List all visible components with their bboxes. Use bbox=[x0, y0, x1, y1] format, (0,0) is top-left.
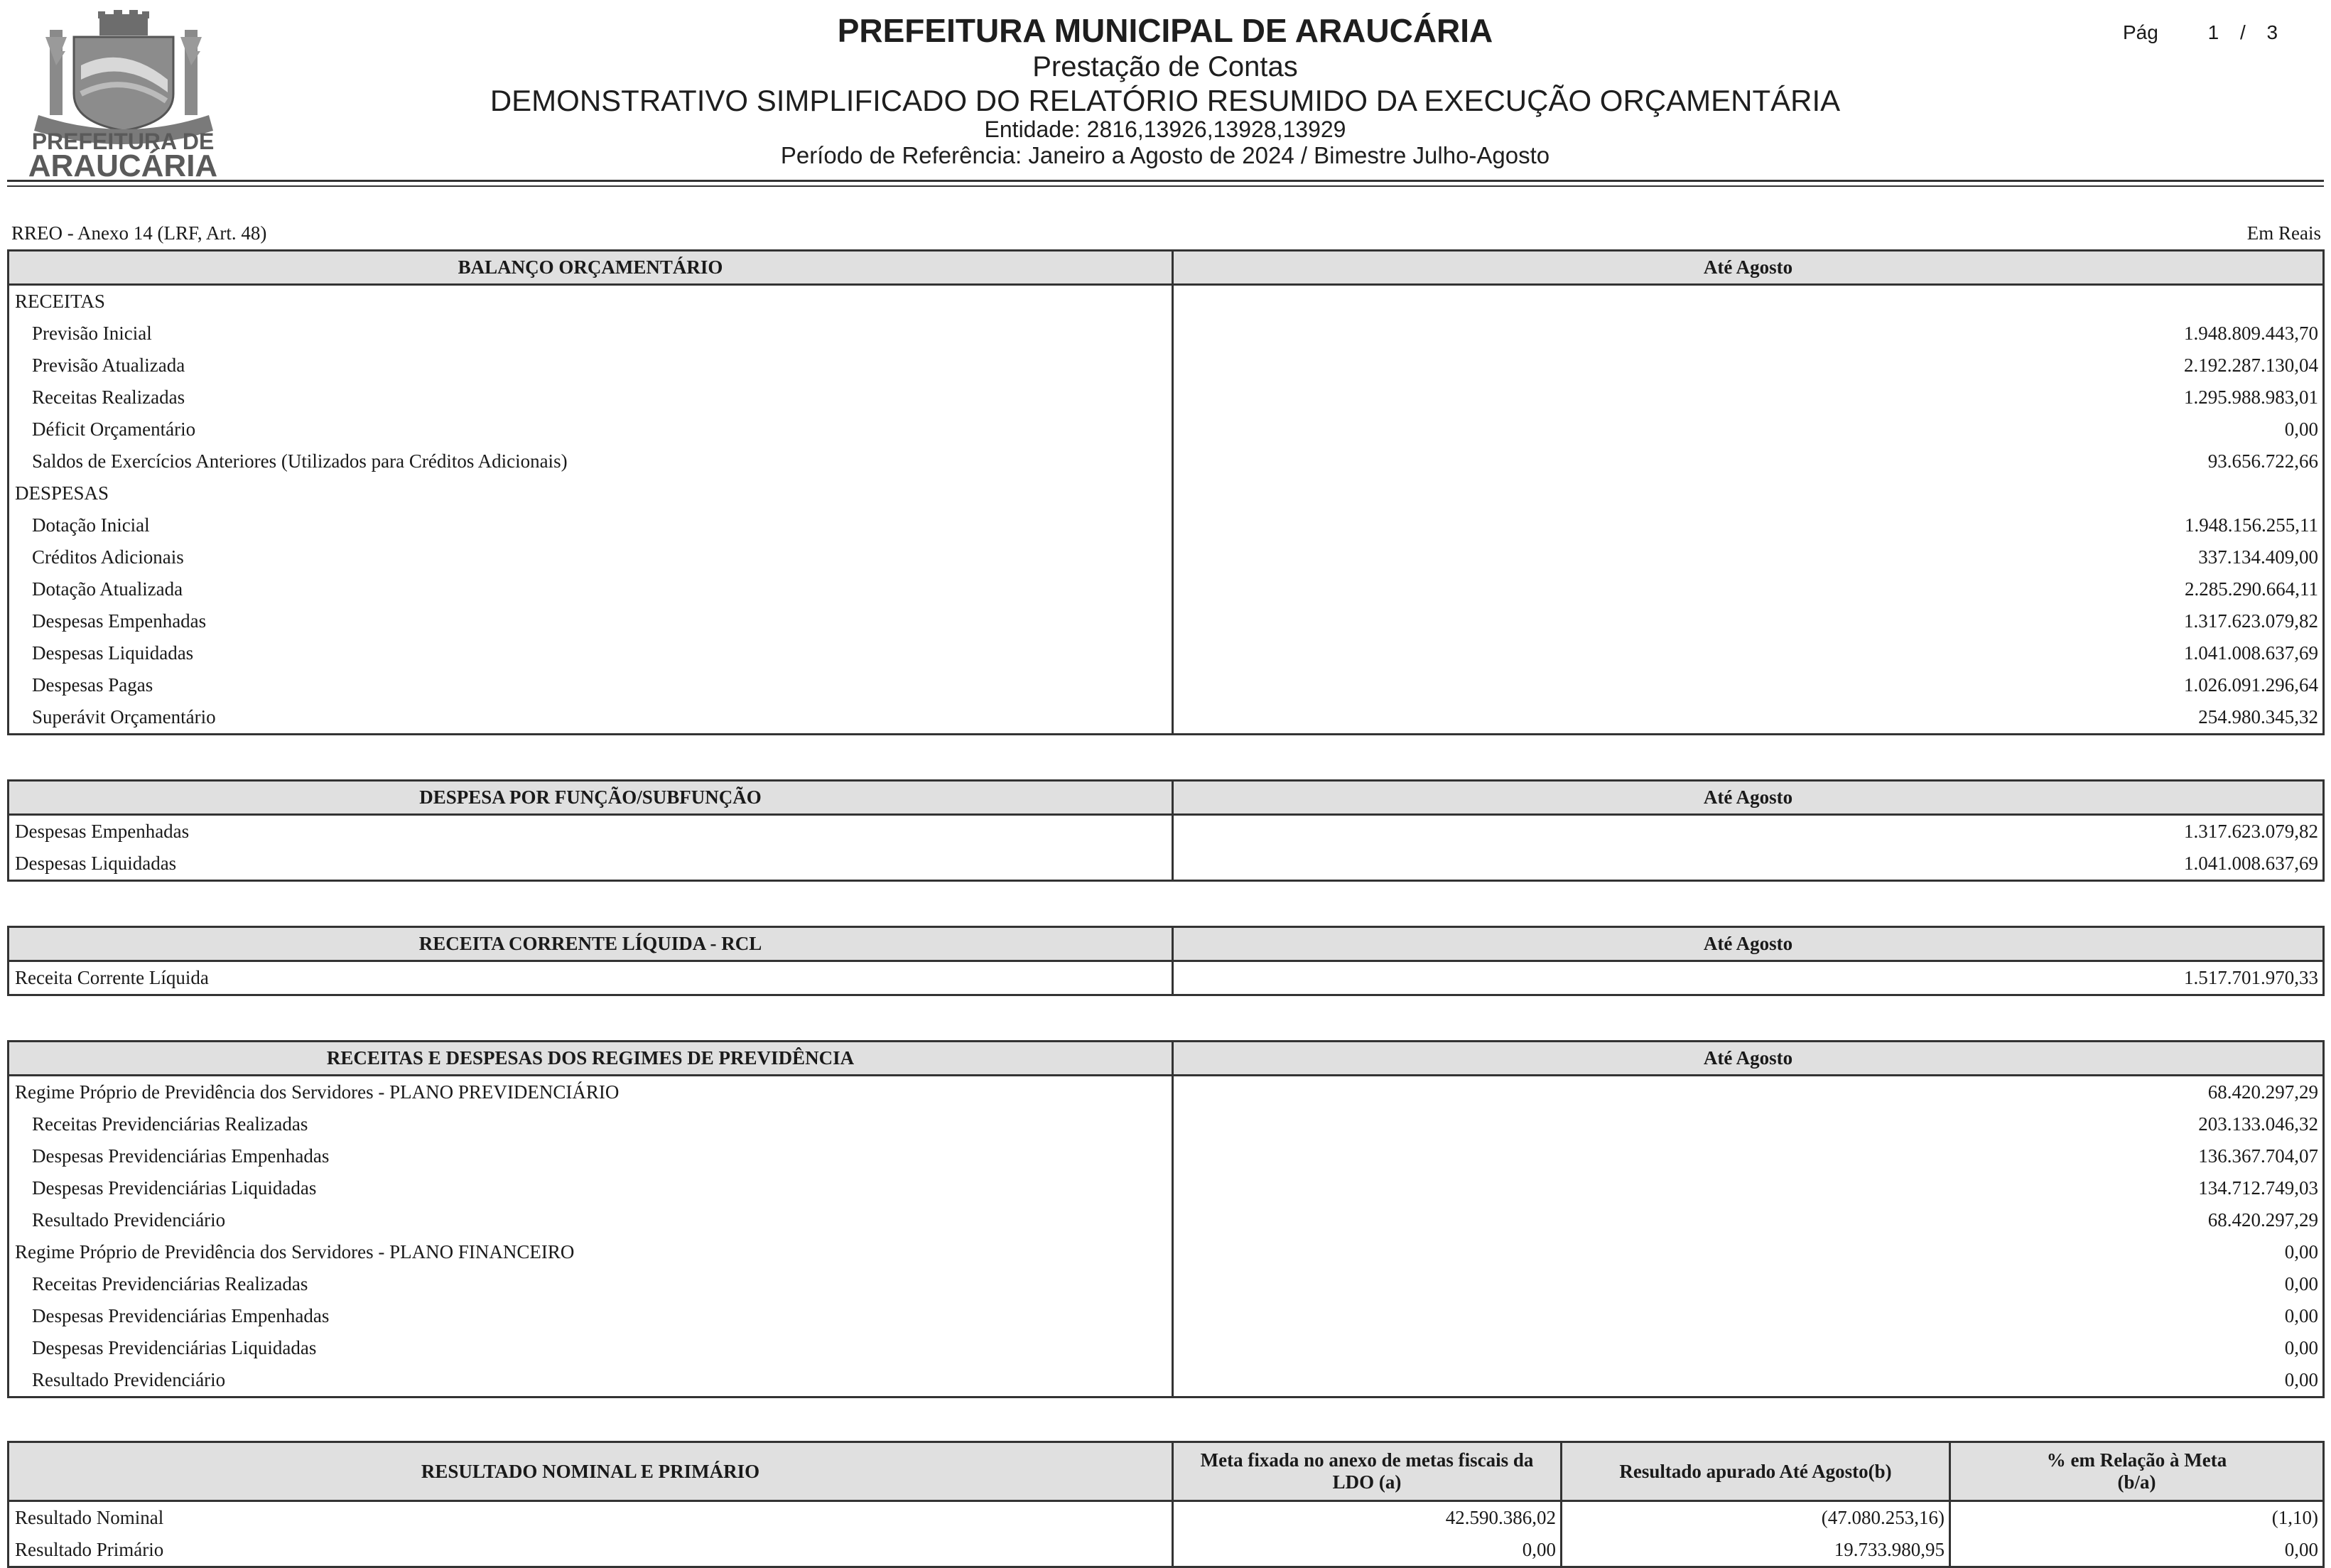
row-label: Receitas Previdenciárias Realizadas bbox=[9, 1268, 1173, 1300]
table-row bbox=[9, 477, 2324, 509]
table-row bbox=[9, 848, 2324, 881]
row-value: 0,00 bbox=[1173, 1332, 2324, 1364]
column-header: Até Agosto bbox=[1173, 251, 2324, 285]
table-row bbox=[9, 961, 2324, 995]
row-label: Créditos Adicionais bbox=[9, 541, 1173, 573]
row-label: Previsão Inicial bbox=[9, 318, 1173, 350]
row-label: Receita Corrente Líquida bbox=[9, 961, 1173, 995]
row-label: Previsão Atualizada bbox=[9, 350, 1173, 382]
row-value: 1.948.156.255,11 bbox=[1173, 509, 2324, 541]
row-value: 93.656.722,66 bbox=[1173, 445, 2324, 477]
page-current: 1 bbox=[2207, 21, 2219, 43]
table-body bbox=[9, 1076, 2324, 1397]
table-row bbox=[9, 701, 2324, 735]
page-subtitle: Prestação de Contas bbox=[1032, 51, 1298, 82]
row-value bbox=[1173, 285, 2324, 318]
table-row bbox=[9, 350, 2324, 382]
row-label: Receitas Realizadas bbox=[9, 382, 1173, 413]
column-header-pct-line2: (b/a) bbox=[2117, 1471, 2156, 1493]
table-row bbox=[9, 1332, 2324, 1364]
previdencia-table bbox=[7, 1040, 2325, 1398]
page-label: Pág bbox=[2123, 21, 2158, 43]
column-header-apurado: Resultado apurado Até Agosto(b) bbox=[1562, 1442, 1950, 1501]
row-label: Despesas Previdenciárias Liquidadas bbox=[9, 1172, 1173, 1204]
logo-text-line1: PREFEITURA DE bbox=[31, 129, 215, 154]
resultado-nominal-primario-table bbox=[7, 1441, 2325, 1568]
table-row bbox=[9, 1534, 2324, 1567]
row-value: 68.420.297,29 bbox=[1173, 1076, 2324, 1109]
row-label: Despesas Empenhadas bbox=[9, 605, 1173, 637]
row-value: 1.317.623.079,82 bbox=[1173, 815, 2324, 848]
row-value: 0,00 bbox=[1173, 1300, 2324, 1332]
column-header-pct-line1: % em Relação à Meta bbox=[2046, 1449, 2227, 1471]
row-apurado: (47.080.253,16) bbox=[1562, 1501, 1950, 1535]
row-label: Despesas Liquidadas bbox=[9, 848, 1173, 881]
row-value: 1.948.809.443,70 bbox=[1173, 318, 2324, 350]
row-apurado: 19.733.980,95 bbox=[1562, 1534, 1950, 1567]
row-label: Receitas Previdenciárias Realizadas bbox=[9, 1108, 1173, 1140]
table-row bbox=[9, 815, 2324, 848]
row-meta: 42.590.386,02 bbox=[1173, 1501, 1562, 1535]
row-label: Superávit Orçamentário bbox=[9, 701, 1173, 735]
row-label: Despesas Previdenciárias Empenhadas bbox=[9, 1300, 1173, 1332]
table-row bbox=[9, 1236, 2324, 1268]
column-header-meta-line1: Meta fixada no anexo de metas fiscais da bbox=[1200, 1449, 1534, 1471]
table-row bbox=[9, 1076, 2324, 1109]
entity-line: Entidade: 2816,13926,13928,13929 bbox=[984, 117, 1346, 142]
row-value: 254.980.345,32 bbox=[1173, 701, 2324, 735]
report-name: DEMONSTRATIVO SIMPLIFICADO DO RELATÓRIO RESUMIDO DA EXECUÇÃO ORÇAMENTÁRIA bbox=[490, 84, 1841, 117]
table-row bbox=[9, 1172, 2324, 1204]
column-header-meta bbox=[1173, 1442, 1562, 1501]
table-row bbox=[9, 509, 2324, 541]
balanco-orcamentario-table bbox=[7, 249, 2325, 735]
table-row bbox=[9, 605, 2324, 637]
row-label: Despesas Previdenciárias Liquidadas bbox=[9, 1332, 1173, 1364]
row-label: RECEITAS bbox=[9, 285, 1173, 318]
table-body bbox=[9, 285, 2324, 735]
column-header: DESPESA POR FUNÇÃO/SUBFUNÇÃO bbox=[9, 781, 1173, 815]
row-value: 1.041.008.637,69 bbox=[1173, 637, 2324, 669]
header-divider bbox=[7, 180, 2324, 182]
period-line: Período de Referência: Janeiro a Agosto de 2024 / Bimestre Julho-Agosto bbox=[780, 142, 1550, 168]
table-row bbox=[9, 413, 2324, 445]
rcl-table bbox=[7, 926, 2325, 996]
row-value: 1.317.623.079,82 bbox=[1173, 605, 2324, 637]
table-body bbox=[9, 815, 2324, 881]
row-label: Resultado Previdenciário bbox=[9, 1204, 1173, 1236]
row-label: Déficit Orçamentário bbox=[9, 413, 1173, 445]
row-label: Despesas Pagas bbox=[9, 669, 1173, 701]
row-value: 1.041.008.637,69 bbox=[1173, 848, 2324, 881]
column-header: Até Agosto bbox=[1173, 927, 2324, 961]
row-pct: (1,10) bbox=[1950, 1501, 2324, 1535]
despesa-funcao-table bbox=[7, 779, 2325, 882]
row-value: 136.367.704,07 bbox=[1173, 1140, 2324, 1172]
table-row bbox=[9, 1300, 2324, 1332]
row-label: Saldos de Exercícios Anteriores (Utilizados para Créditos Adicionais) bbox=[9, 445, 1173, 477]
annex-reference: RREO - Anexo 14 (LRF, Art. 48) bbox=[11, 222, 267, 244]
row-label: Dotação Inicial bbox=[9, 509, 1173, 541]
column-header: RESULTADO NOMINAL E PRIMÁRIO bbox=[9, 1442, 1173, 1501]
row-label: Regime Próprio de Previdência dos Servidores - PLANO FINANCEIRO bbox=[9, 1236, 1173, 1268]
row-value: 134.712.749,03 bbox=[1173, 1172, 2324, 1204]
row-meta: 0,00 bbox=[1173, 1534, 1562, 1567]
table-row bbox=[9, 1204, 2324, 1236]
table-header-row bbox=[9, 927, 2324, 961]
table-row bbox=[9, 573, 2324, 605]
table-header-row bbox=[9, 1042, 2324, 1076]
row-label: Regime Próprio de Previdência dos Servidores - PLANO PREVIDENCIÁRIO bbox=[9, 1076, 1173, 1109]
table-header-row bbox=[9, 781, 2324, 815]
table-row bbox=[9, 445, 2324, 477]
row-value: 2.285.290.664,11 bbox=[1173, 573, 2324, 605]
page-separator: / bbox=[2239, 21, 2246, 43]
row-label: Resultado Primário bbox=[9, 1534, 1173, 1567]
table-row bbox=[9, 1364, 2324, 1397]
table-row bbox=[9, 1268, 2324, 1300]
column-header: RECEITA CORRENTE LÍQUIDA - RCL bbox=[9, 927, 1173, 961]
row-value: 2.192.287.130,04 bbox=[1173, 350, 2324, 382]
currency-note: Em Reais bbox=[2246, 222, 2321, 244]
row-label: Resultado Previdenciário bbox=[9, 1364, 1173, 1397]
table-row bbox=[9, 669, 2324, 701]
page-title: PREFEITURA MUNICIPAL DE ARAUCÁRIA bbox=[837, 12, 1493, 49]
column-header: Até Agosto bbox=[1173, 781, 2324, 815]
row-label: Despesas Liquidadas bbox=[9, 637, 1173, 669]
row-value: 0,00 bbox=[1173, 1364, 2324, 1397]
column-header-meta-line2: LDO (a) bbox=[1332, 1471, 1402, 1493]
row-value: 1.295.988.983,01 bbox=[1173, 382, 2324, 413]
table-row bbox=[9, 637, 2324, 669]
table-row bbox=[9, 382, 2324, 413]
table-body bbox=[9, 1501, 2324, 1567]
column-header-pct bbox=[1950, 1442, 2324, 1501]
araucaria-coat-of-arms-logo bbox=[10, 9, 236, 179]
column-header: BALANÇO ORÇAMENTÁRIO bbox=[9, 251, 1173, 285]
logo-text-line2: ARAUCÁRIA bbox=[28, 148, 218, 179]
table-row bbox=[9, 285, 2324, 318]
row-label: Despesas Empenhadas bbox=[9, 815, 1173, 848]
table-row bbox=[9, 318, 2324, 350]
row-value: 1.026.091.296,64 bbox=[1173, 669, 2324, 701]
row-pct: 0,00 bbox=[1950, 1534, 2324, 1567]
row-label: DESPESAS bbox=[9, 477, 1173, 509]
table-row bbox=[9, 541, 2324, 573]
page-indicator bbox=[2123, 21, 2278, 44]
table-body bbox=[9, 961, 2324, 995]
header-divider-thin bbox=[7, 185, 2324, 187]
row-label: Despesas Previdenciárias Empenhadas bbox=[9, 1140, 1173, 1172]
column-header: Até Agosto bbox=[1173, 1042, 2324, 1076]
row-value: 0,00 bbox=[1173, 413, 2324, 445]
page-total: 3 bbox=[2266, 21, 2278, 43]
row-value: 1.517.701.970,33 bbox=[1173, 961, 2324, 995]
row-value: 337.134.409,00 bbox=[1173, 541, 2324, 573]
table-row bbox=[9, 1501, 2324, 1535]
column-header: RECEITAS E DESPESAS DOS REGIMES DE PREVIDÊNCIA bbox=[9, 1042, 1173, 1076]
table-row bbox=[9, 1108, 2324, 1140]
table-header-row bbox=[9, 251, 2324, 285]
table-row bbox=[9, 1140, 2324, 1172]
row-value: 68.420.297,29 bbox=[1173, 1204, 2324, 1236]
row-label: Resultado Nominal bbox=[9, 1501, 1173, 1535]
row-value: 0,00 bbox=[1173, 1268, 2324, 1300]
row-value: 0,00 bbox=[1173, 1236, 2324, 1268]
row-value bbox=[1173, 477, 2324, 509]
row-value: 203.133.046,32 bbox=[1173, 1108, 2324, 1140]
table-header-row bbox=[9, 1442, 2324, 1501]
row-label: Dotação Atualizada bbox=[9, 573, 1173, 605]
